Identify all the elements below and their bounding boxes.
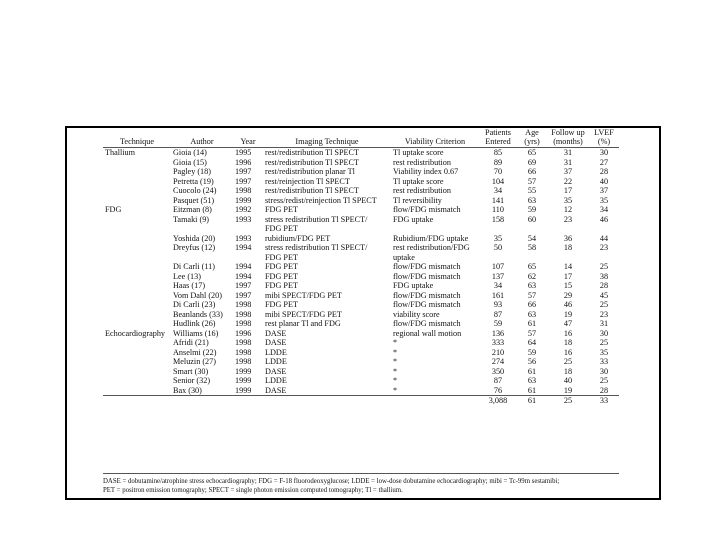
cell-followup — [547, 224, 589, 234]
cell-imaging: FDG PET — [265, 281, 298, 290]
table-row — [103, 300, 619, 310]
cell-year: 1998 — [235, 186, 252, 195]
cell-followup: 47 — [563, 319, 573, 328]
cell-age: 55 — [527, 186, 537, 195]
cell-criterion: viability score — [393, 309, 440, 319]
footnote-line-1: DASE = dobutamine/atrophine stress echocardiography; FDG = F-18 fluorodeoxyglucose; LDDE = low-dose dobutamine echocardiography; mibi = Tc-99m sestamibi; — [103, 478, 560, 485]
cell-lvef: 23 — [599, 243, 609, 252]
cell-criterion: rest redistribution/FDG — [393, 243, 470, 252]
cell-age: 62 — [527, 271, 537, 281]
table-row — [103, 215, 619, 225]
cell-criterion: * — [393, 366, 398, 376]
header-year: Year — [233, 128, 263, 148]
table-row — [103, 338, 619, 348]
table-row — [103, 348, 619, 358]
cell-criterion: flow/FDG mismatch — [393, 290, 461, 300]
cell-author: Meluzin (27) — [173, 357, 216, 366]
cell-age: 61 — [527, 366, 537, 376]
cell-year: 1995 — [235, 148, 252, 157]
cell-technique — [103, 338, 171, 348]
cell-patients: 89 — [493, 157, 503, 167]
cell-criterion: flow/FDG mismatch — [393, 205, 461, 214]
cell-technique — [103, 167, 171, 177]
cell-criterion: rest redistribution — [393, 186, 451, 195]
cell-age: 59 — [527, 205, 537, 214]
cell-year: 1999 — [235, 376, 252, 385]
cell-followup: 12 — [563, 205, 573, 214]
cell-imaging: stress redistribution Tl SPECT/ — [265, 214, 368, 224]
total-row — [103, 396, 619, 406]
cell-year: 1998 — [235, 347, 252, 357]
header-technique: Technique — [103, 128, 171, 148]
cell-lvef: 34 — [599, 205, 609, 214]
cell-year: 1997 — [235, 290, 252, 300]
cell-criterion: * — [393, 385, 398, 395]
cell-technique — [103, 253, 171, 263]
cell-age: 63 — [527, 195, 537, 205]
header-age: Age (yrs) — [517, 128, 547, 148]
cell-imaging: rest/redistribution Tl SPECT — [265, 157, 360, 167]
cell-year: 1998 — [235, 357, 252, 366]
cell-author: Di Carli (11) — [173, 262, 215, 271]
table-row — [103, 262, 619, 272]
table-row — [103, 148, 619, 158]
cell-technique: FDG — [105, 205, 122, 214]
cell-technique — [103, 367, 171, 377]
cell-technique — [103, 386, 171, 396]
cell-imaging: DASE — [265, 385, 287, 395]
cell-followup: 14 — [563, 262, 573, 271]
cell-lvef: 31 — [599, 319, 609, 328]
cell-patients: 161 — [491, 290, 505, 300]
cell-author: Haas (17) — [173, 281, 206, 290]
cell-lvef: 28 — [599, 167, 609, 176]
cell-technique — [103, 281, 171, 291]
cell-year: 1993 — [235, 233, 252, 243]
cell-lvef: 30 — [599, 366, 609, 376]
cell-technique — [103, 272, 171, 282]
cell-patients: 87 — [493, 309, 503, 319]
cell-imaging: rest/redistribution planar Tl — [265, 167, 355, 176]
cell-followup: 36 — [563, 233, 573, 243]
cell-technique — [103, 319, 171, 329]
cell-criterion: FDG uptake — [393, 281, 434, 290]
cell-author: Eitzman (8) — [173, 205, 212, 214]
cell-lvef: 35 — [599, 195, 609, 205]
cell-patients: 110 — [492, 205, 504, 214]
footnote-line-2: PET = positron emission tomography; SPECT = single photon emission computed tomography; Tl = thallium. — [103, 486, 403, 494]
header-imaging: Imaging Technique — [263, 128, 391, 148]
header-followup: Follow up (months) — [547, 128, 589, 148]
cell-criterion: regional wall motion — [393, 328, 462, 338]
cell-imaging: LDDE — [265, 376, 287, 385]
table-row — [103, 357, 619, 367]
cell-technique — [103, 357, 171, 367]
cell-technique — [103, 186, 171, 196]
cell-patients: 34 — [493, 281, 503, 290]
table-row — [103, 291, 619, 301]
cell-lvef: 44 — [599, 233, 609, 243]
header-criterion: Viability Criterion — [391, 128, 479, 148]
cell-year: 1998 — [235, 338, 252, 347]
cell-age: 56 — [527, 357, 537, 366]
cell-age: 64 — [527, 338, 537, 347]
cell-year — [233, 224, 263, 234]
cell-author: Cuocolo (24) — [173, 186, 217, 195]
cell-lvef: 30 — [599, 148, 609, 157]
cell-imaging: LDDE — [265, 347, 287, 357]
cell-author: Anselmi (22) — [173, 347, 217, 357]
cell-technique — [103, 196, 171, 206]
cell-followup: 18 — [563, 366, 573, 376]
cell-followup: 31 — [563, 157, 573, 167]
cell-lvef: 23 — [599, 309, 609, 319]
table-figure — [65, 126, 661, 500]
cell-lvef — [589, 253, 619, 263]
cell-lvef: 46 — [599, 214, 609, 224]
cell-year: 1996 — [235, 157, 252, 167]
cell-criterion: * — [393, 376, 398, 385]
cell-criterion: Rubidium/FDG uptake — [393, 233, 469, 243]
cell-age: 65 — [527, 262, 537, 271]
cell-technique — [103, 262, 171, 272]
table-row — [103, 329, 619, 339]
cell-year: 1992 — [235, 205, 252, 214]
cell-imaging: rest/redistribution Tl SPECT — [265, 148, 360, 157]
cell-followup: 40 — [563, 376, 573, 385]
cell-patients: 107 — [491, 262, 505, 271]
cell-author: Afridi (21) — [173, 338, 209, 347]
table-row — [103, 386, 619, 396]
cell-patients: 35 — [493, 233, 503, 243]
cell-year: 1999 — [235, 366, 252, 376]
total-followup: 25 — [547, 396, 589, 406]
header-patients: Patients Entered — [479, 128, 517, 148]
cell-year: 1999 — [235, 385, 252, 395]
cell-author: Tamaki (9) — [173, 214, 210, 224]
cell-technique — [103, 291, 171, 301]
table-row — [103, 186, 619, 196]
cell-technique — [103, 376, 171, 386]
cell-patients: 70 — [493, 167, 503, 176]
cell-followup: 22 — [563, 176, 573, 186]
cell-imaging: mibi SPECT/FDG PET — [265, 290, 342, 300]
table-row — [103, 272, 619, 282]
cell-followup: 15 — [563, 281, 573, 290]
cell-lvef: 28 — [599, 281, 609, 290]
cell-criterion: uptake — [393, 252, 415, 262]
cell-followup: 16 — [563, 328, 573, 338]
cell-criterion: Tl uptake score — [393, 148, 444, 157]
cell-age: 65 — [527, 148, 537, 157]
cell-criterion: FDG uptake — [393, 214, 434, 224]
cell-imaging: rest/redistribution Tl SPECT — [265, 186, 360, 195]
cell-criterion: * — [393, 338, 398, 347]
cell-year: 1994 — [235, 243, 252, 252]
cell-lvef — [589, 224, 619, 234]
table-row — [103, 205, 619, 215]
cell-lvef: 40 — [599, 176, 609, 186]
table-row — [103, 253, 619, 263]
cell-year: 1993 — [235, 214, 252, 224]
cell-technique — [103, 177, 171, 187]
cell-author: Williams (16) — [173, 328, 219, 338]
table-row — [103, 367, 619, 377]
cell-patients: 350 — [491, 366, 505, 376]
viability-studies-table — [103, 128, 619, 406]
table-row — [103, 224, 619, 234]
cell-imaging: stress/redist/reinjection Tl SPECT — [265, 195, 377, 205]
cell-followup: 35 — [563, 195, 573, 205]
header-author: Author — [171, 128, 233, 148]
cell-author: Senior (32) — [173, 376, 211, 385]
cell-age: 63 — [527, 281, 537, 290]
cell-author: Gioia (14) — [173, 148, 207, 157]
cell-age: 57 — [527, 328, 537, 338]
table-row — [103, 376, 619, 386]
cell-patients: 141 — [491, 195, 505, 205]
cell-imaging: DASE — [265, 338, 287, 347]
abbreviations-footnote — [103, 478, 658, 495]
cell-followup: 19 — [563, 309, 573, 319]
cell-author — [171, 224, 233, 234]
cell-followup: 16 — [563, 347, 573, 357]
cell-lvef: 45 — [599, 290, 609, 300]
cell-lvef: 33 — [599, 357, 609, 366]
table-row — [103, 319, 619, 329]
cell-patients: 137 — [491, 271, 505, 281]
cell-patients: 34 — [493, 186, 503, 195]
cell-patients: 158 — [491, 214, 505, 224]
cell-criterion: flow/FDG mismatch — [393, 271, 461, 281]
cell-patients: 87 — [493, 376, 503, 385]
cell-technique — [103, 215, 171, 225]
table-row — [103, 243, 619, 253]
cell-age: 59 — [527, 347, 537, 357]
cell-technique — [103, 243, 171, 253]
cell-imaging: FDG PET — [265, 300, 298, 309]
table-row — [103, 158, 619, 168]
cell-age: 66 — [527, 167, 537, 176]
cell-lvef: 30 — [599, 328, 609, 338]
cell-technique — [103, 348, 171, 358]
cell-patients: 93 — [493, 300, 503, 309]
cell-year: 1997 — [235, 176, 252, 186]
cell-imaging: stress redistribution Tl SPECT/ — [265, 243, 368, 252]
total-patients: 3,088 — [479, 396, 517, 406]
cell-followup: 25 — [563, 357, 573, 366]
cell-lvef: 37 — [599, 186, 609, 195]
cell-patients: 274 — [491, 357, 505, 366]
cell-imaging: FDG PET — [265, 252, 298, 262]
cell-technique — [103, 310, 171, 320]
cell-age: 61 — [527, 385, 537, 395]
cell-lvef: 28 — [599, 385, 609, 395]
cell-author: Yoshida (20) — [173, 233, 216, 243]
cell-lvef: 38 — [599, 271, 609, 281]
cell-followup: 17 — [563, 271, 573, 281]
cell-patients — [479, 253, 517, 263]
cell-author: Bax (30) — [173, 385, 202, 395]
cell-technique: Thallium — [105, 148, 136, 157]
table-row — [103, 234, 619, 244]
cell-age: 63 — [527, 376, 537, 385]
cell-technique — [103, 300, 171, 310]
cell-year: 1994 — [235, 271, 252, 281]
cell-patients: 333 — [491, 338, 505, 347]
cell-imaging: DASE — [265, 366, 287, 376]
cell-followup: 46 — [563, 300, 573, 309]
cell-year: 1998 — [235, 309, 252, 319]
cell-author: Petretta (19) — [173, 176, 214, 186]
cell-followup: 18 — [563, 243, 573, 252]
cell-age: 57 — [527, 290, 537, 300]
cell-imaging: LDDE — [265, 357, 287, 366]
cell-followup: 17 — [563, 186, 573, 195]
table-row — [103, 281, 619, 291]
cell-followup: 31 — [563, 148, 573, 157]
cell-year: 1998 — [235, 319, 252, 328]
cell-imaging: FDG PET — [265, 205, 298, 214]
cell-age — [517, 224, 547, 234]
cell-author: Di Carli (23) — [173, 300, 216, 309]
table-row — [103, 167, 619, 177]
cell-year: 1996 — [235, 328, 252, 338]
total-age: 61 — [517, 396, 547, 406]
cell-imaging: rest/reinjection Tl SPECT — [265, 176, 350, 186]
cell-year: 1997 — [235, 167, 252, 176]
table-row — [103, 196, 619, 206]
total-lvef: 33 — [589, 396, 619, 406]
cell-criterion: rest redistribution — [393, 157, 451, 167]
cell-criterion: Tl reversibility — [393, 195, 442, 205]
cell-technique — [103, 158, 171, 168]
cell-author: Vom Dahl (20) — [173, 290, 222, 300]
cell-author: Smart (30) — [173, 366, 209, 376]
cell-author: Pasquet (51) — [173, 195, 215, 205]
cell-author — [171, 253, 233, 263]
cell-criterion: flow/FDG mismatch — [393, 319, 461, 328]
cell-imaging: FDG PET — [265, 262, 298, 271]
header-lvef: LVEF (%) — [589, 128, 619, 148]
cell-technique — [103, 224, 171, 234]
cell-imaging: FDG PET — [265, 224, 298, 233]
cell-patients: 210 — [491, 347, 505, 357]
cell-patients: 85 — [493, 148, 503, 157]
table-header — [103, 128, 619, 148]
cell-imaging: DASE — [265, 328, 287, 338]
cell-lvef: 25 — [599, 300, 609, 309]
cell-author: Hudlink (26) — [173, 319, 216, 328]
cell-criterion: * — [393, 357, 398, 366]
cell-lvef: 27 — [599, 157, 609, 167]
cell-imaging: rubidium/FDG PET — [265, 233, 331, 243]
cell-year: 1999 — [235, 195, 252, 205]
cell-year — [233, 253, 263, 263]
cell-lvef: 25 — [599, 338, 609, 347]
cell-followup — [547, 253, 589, 263]
cell-criterion: Viability index 0.67 — [393, 167, 459, 176]
cell-year: 1994 — [235, 262, 252, 271]
cell-followup: 18 — [563, 338, 573, 347]
cell-followup: 19 — [563, 385, 573, 395]
cell-criterion: * — [393, 347, 398, 357]
cell-age: 61 — [527, 319, 537, 328]
cell-criterion: flow/FDG mismatch — [393, 300, 461, 309]
cell-criterion: flow/FDG mismatch — [393, 262, 461, 271]
cell-imaging: FDG PET — [265, 271, 298, 281]
table-bottom-rule — [103, 473, 619, 474]
cell-patients: 136 — [491, 328, 505, 338]
cell-age: 63 — [527, 309, 537, 319]
cell-age: 69 — [527, 157, 537, 167]
cell-imaging: mibi SPECT/FDG PET — [265, 309, 342, 319]
cell-author: Gioia (15) — [173, 157, 207, 167]
cell-patients: 104 — [491, 176, 505, 186]
cell-age: 58 — [527, 243, 537, 252]
table-row — [103, 177, 619, 187]
cell-age: 66 — [527, 300, 537, 309]
cell-author: Beanlands (33) — [173, 309, 223, 319]
cell-patients: 50 — [493, 243, 503, 252]
cell-age: 54 — [527, 233, 537, 243]
cell-lvef: 35 — [599, 347, 609, 357]
cell-followup: 37 — [563, 167, 573, 176]
cell-patients: 59 — [493, 319, 503, 328]
cell-criterion — [391, 224, 479, 234]
table-body — [103, 148, 619, 396]
cell-followup: 23 — [563, 214, 573, 224]
cell-imaging: rest planar Tl and FDG — [265, 319, 341, 328]
cell-patients — [479, 224, 517, 234]
cell-author: Dreyfus (12) — [173, 243, 216, 252]
cell-technique — [103, 234, 171, 244]
cell-age: 57 — [527, 176, 537, 186]
cell-lvef: 25 — [599, 376, 609, 385]
cell-age: 60 — [527, 214, 537, 224]
cell-followup: 29 — [563, 290, 573, 300]
table-footer — [103, 396, 619, 406]
cell-age — [517, 253, 547, 263]
cell-patients: 76 — [493, 385, 503, 395]
cell-year: 1997 — [235, 281, 252, 290]
cell-technique: Echocardiography — [105, 328, 166, 338]
cell-author: Pagley (18) — [173, 167, 211, 176]
cell-lvef: 25 — [599, 262, 609, 271]
cell-criterion: Tl uptake score — [393, 176, 444, 186]
cell-author: Lee (13) — [173, 271, 201, 281]
cell-year: 1998 — [235, 300, 252, 309]
table-row — [103, 310, 619, 320]
